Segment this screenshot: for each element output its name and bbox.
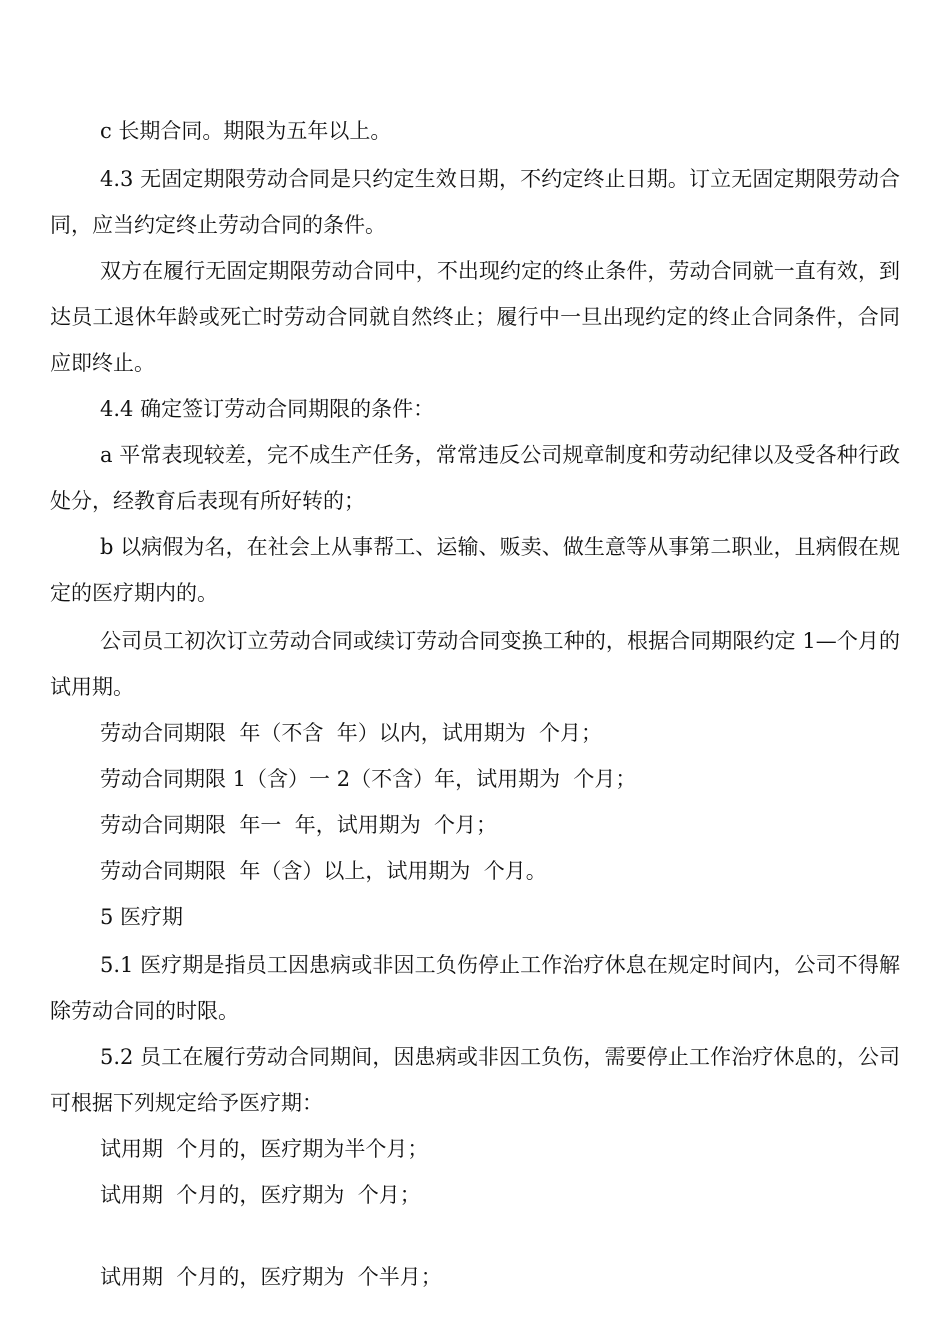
paragraph-probation-rule-2: 劳动合同期限 1（含）一 2（不含）年，试用期为 个月；	[100, 767, 637, 791]
paragraph-5-2: 5.2 员工在履行劳动合同期间，因患病或非因工负伤，需要停止工作治疗休息的，公司可根据下列规定给予医疗期：	[50, 1045, 900, 1115]
paragraph-probation-intro: 公司员工初次订立劳动合同或续订劳动合同变换工种的，根据合同期限约定 1—个月的试用期。	[50, 629, 900, 699]
section-heading-5: 5 医疗期	[100, 905, 184, 929]
paragraph-open-ended-contract: 双方在履行无固定期限劳动合同中，不出现约定的终止条件，劳动合同就一直有效，到达员工退休年龄或死亡时劳动合同就自然终止；履行中一旦出现约定的终止合同条件，合同应即终止。	[50, 259, 900, 375]
paragraph-4-3: 4.3 无固定期限劳动合同是只约定生效日期，不约定终止日期。订立无固定期限劳动合同，应当约定终止劳动合同的条件。	[50, 167, 900, 237]
paragraph-condition-b: b 以病假为名，在社会上从事帮工、运输、贩卖、做生意等从事第二职业，且病假在规定的医疗期内的。	[50, 535, 900, 605]
paragraph-probation-rule-4: 劳动合同期限 年（含）以上，试用期为 个月。	[100, 859, 547, 883]
paragraph-medical-rule-2: 试用期 个月的，医疗期为 个月；	[100, 1183, 421, 1207]
paragraph-5-1: 5.1 医疗期是指员工因患病或非因工负伤停止工作治疗休息在规定时间内，公司不得解除劳动合同的时限。	[50, 953, 900, 1023]
paragraph-medical-rule-1: 试用期 个月的，医疗期为半个月；	[100, 1137, 429, 1161]
paragraph-probation-rule-3: 劳动合同期限 年一 年，试用期为 个月；	[100, 813, 498, 837]
paragraph-4-4: 4.4 确定签订劳动合同期限的条件：	[100, 397, 435, 421]
paragraph-medical-rule-3: 试用期 个月的，医疗期为 个半月；	[100, 1265, 442, 1289]
paragraph-long-term-contract: c 长期合同。期限为五年以上。	[100, 119, 392, 143]
paragraph-probation-rule-1: 劳动合同期限 年（不含 年）以内，试用期为 个月；	[100, 721, 603, 745]
paragraph-condition-a: a 平常表现较差，完不成生产任务，常常违反公司规章制度和劳动纪律以及受各种行政处分，经教育后表现有所好转的；	[50, 443, 900, 513]
